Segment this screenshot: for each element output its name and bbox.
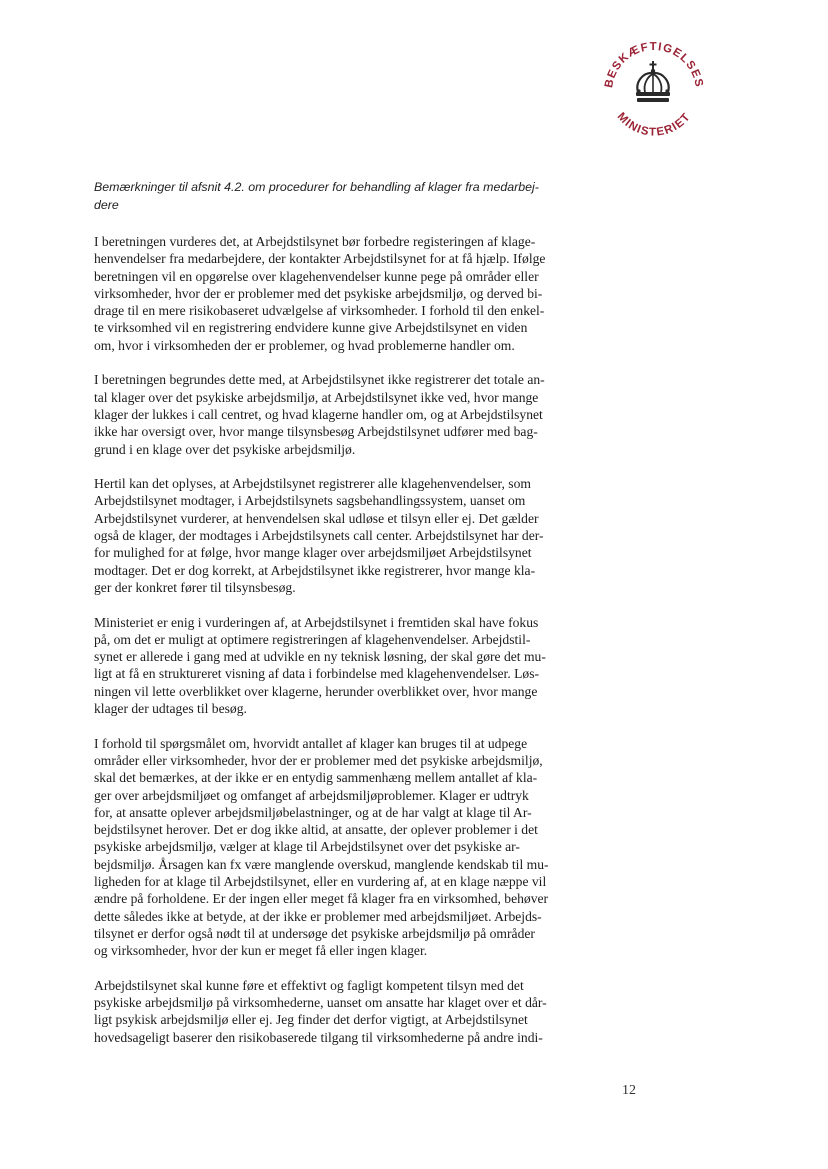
text-line: ligt psykisk arbejdsmiljø eller ej. Jeg finder det derfor vigtigt, at Arbejdstilsynet [94,1012,528,1028]
paragraph [94,475,578,596]
text-line: klager der lukkes i call centret, og hvad klagerne handler om, og at Arbejdstilsynet [94,406,543,422]
text-line: virksomheder, hvor der er problemer med det psykiske arbejdsmiljø, og derved bi- [94,285,543,301]
heading-line: Bemærkninger til afsnit 4.2. om procedurer for behandling af klager fra medarbej- [94,180,539,194]
text-line: bejdstilsynet herover. Det er dog ikke altid, at ansatte, der oplever problemer i det [94,822,538,838]
text-line: I beretningen vurderes det, at Arbejdstilsynet bør forbedre registeringen af klage- [94,234,536,249]
text-line: ligt at få en struktureret visning af data i forbindelse med klagehenvendelser. Løs- [94,666,540,682]
paragraph [94,371,578,457]
text-line: drage til en mere risikobaseret udvælgelse af virksomheder. I forhold til den enkel- [94,303,545,319]
text-line: tilsynet er derfor også nødt til at undersøge det psykiske arbejdsmiljø på områder [94,925,535,941]
text-line: om, hvor i virksomheden der er problemer, og hvad problemerne handler om. [94,337,515,353]
text-line: henvendelser fra medarbejdere, der kontakter Arbejdstilsynet for at få hjælp. Ifølge [94,251,546,267]
text-line: bejdsmiljø. Årsagen kan fx være manglende overskud, manglende kendskab til mu- [94,856,549,872]
body-text [94,233,578,1063]
text-line: Arbejdstilsynet skal kunne føre et effektivt og fagligt kompetent tilsyn med det [94,977,524,993]
text-line: hovedsageligt baserer den risikobaserede tilgang til virksomhederne på andre indi- [94,1029,543,1045]
text-line: dette således ikke at betyde, at der ikke er problemer med arbejdsmiljøet. Arbejds- [94,908,542,924]
paragraph [94,977,578,1046]
text-line: ger over arbejdsmiljøet og omfanget af arbejdsmiljøproblemer. Klager er udtryk [94,787,529,803]
text-line: psykiske arbejdsmiljø på virksomhederne, uanset om ansatte har klaget over et dår- [94,995,547,1011]
text-line: te virksomhed vil en registrering endvidere kunne give Arbejdstilsynet en viden [94,320,528,336]
text-line: Arbejdstilsynet vurderer, at henvendelsen skal udløse et tilsyn eller ej. Det gælder [94,510,539,526]
text-line: Ministeriet er enig i vurderingen af, at Arbejdstilsynet i fremtiden skal have fokus [94,614,539,630]
paragraph [94,233,578,354]
text-line: grund i en klage over det psykiske arbejdsmiljø. [94,441,356,457]
text-line: Arbejdstilsynet modtager, i Arbejdstilsynets sagsbehandlingssystem, uanset om [94,493,526,509]
paragraph [94,614,578,718]
text-line: ger der konkret fører til tilsynsbesøg. [94,579,296,595]
ministry-logo [583,14,723,154]
text-line: ningen vil lette overblikket over klagerne, herunder overblikket over, hvor mange [94,683,538,699]
text-line: psykiske arbejdsmiljø, vælger at klage til Arbejdstilsynet over det psykiske ar- [94,839,520,855]
logo-top-text: BESKÆFTIGELSES [603,40,705,89]
text-line: ligheden for at klage til Arbejdstilsynet, eller en vurdering af, at en klage næppe vil [94,873,547,889]
logo-bottom-text: MINISTERIET [614,110,694,139]
text-line: I forhold til spørgsmålet om, hvorvidt antallet af klager kan bruges til at udpege [94,735,528,751]
heading-line: dere [94,198,119,212]
text-line: og virksomheder, hvor der kun er meget få eller ingen klager. [94,943,428,959]
text-line: på, om det er muligt at optimere registreringen af klagehenvendelser. Arbejdstil- [94,631,531,647]
text-line: tal klager over det psykiske arbejdsmiljø, at Arbejdstilsynet ikke ved, hvor mange [94,389,539,405]
text-line: I beretningen begrundes dette med, at Arbejdstilsynet ikke registrerer det totale an- [94,372,545,388]
text-line: ændre på forholdene. Er der ingen eller meget få klager fra en virksomhed, behøver [94,891,549,907]
svg-text:MINISTERIET [615,111,694,139]
section-heading [94,178,594,214]
page-number: 12 [622,1083,636,1098]
text-line: skal det bemærkes, at der ikke er en entydig sammenhæng mellem antallet af kla- [94,770,538,786]
text-line: modtager. Det er dog korrekt, at Arbejdstilsynet ikke registrerer, hvor mange kla- [94,562,536,578]
crown-icon [636,61,670,102]
text-line: for, at ansatte oplever arbejdsmiljøbelastninger, og at de har valgt at klage til Ar- [94,804,532,820]
text-line: også de klager, der modtages i Arbejdstilsynets call center. Arbejdstilsynet har der- [94,528,544,544]
paragraph [94,735,578,960]
text-line: ikke har oversigt over, hvor mange tilsynsbesøg Arbejdstilsynet udfører med bag- [94,424,538,440]
text-line: områder eller virksomheder, hvor der er problemer med det psykiske arbejdsmiljø, [94,752,543,768]
ministry-seal [583,14,723,154]
text-line: synet er allerede i gang med at udvikle en ny teknisk løsning, der skal gøre det mu- [94,649,546,665]
text-line: beretningen vil en opgørelse over klagehenvendelser kunne pege på områder eller [94,268,539,284]
text-line: klager der udtages til besøg. [94,701,247,717]
text-line: Hertil kan det oplyses, at Arbejdstilsynet registrerer alle klagehenvendelser, som [94,476,531,492]
text-line: for mulighed for at følge, hvor mange klager over arbejdsmiljøet Arbejdstilsynet [94,545,532,561]
